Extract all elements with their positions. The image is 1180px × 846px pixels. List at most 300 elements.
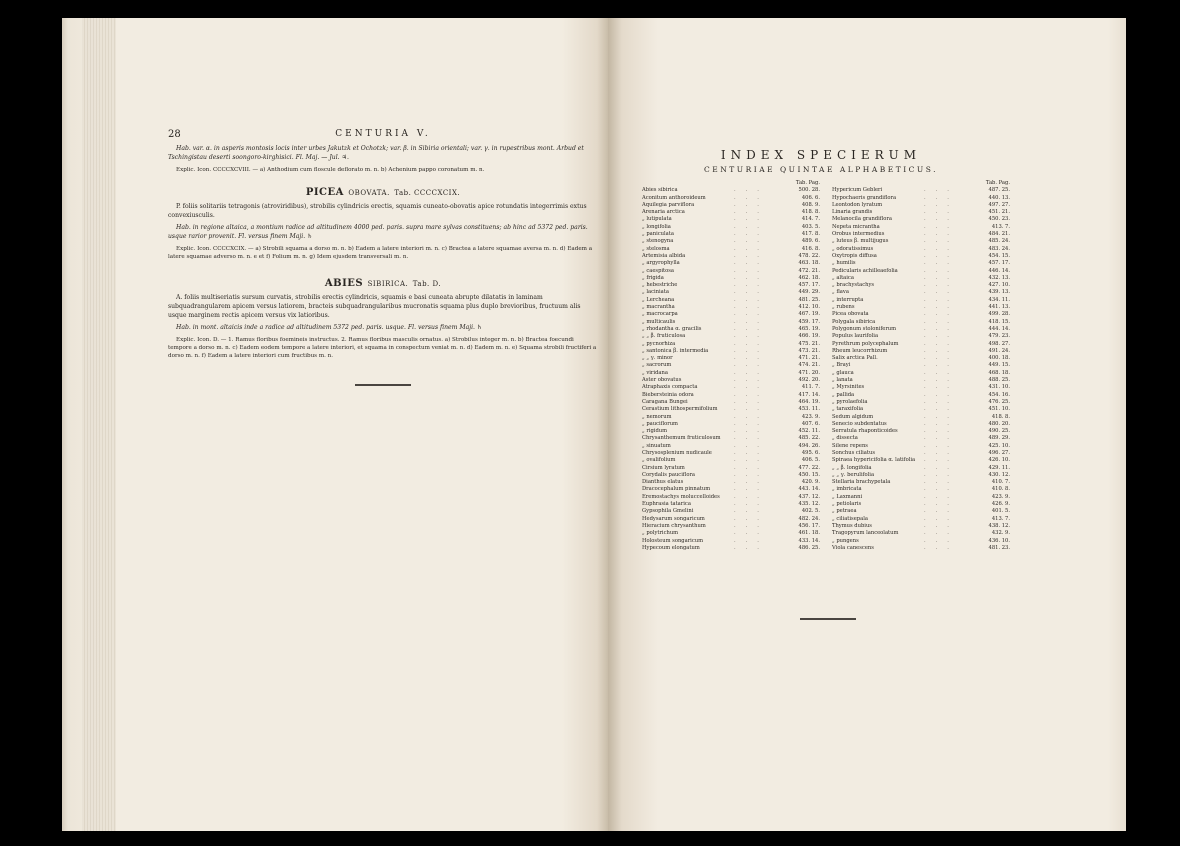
species-name: Thymus dubius [832, 522, 872, 529]
plate-and-page: 439. 13. [988, 289, 1010, 296]
plate-and-page: 417. 14. [798, 391, 820, 398]
species-diagnosis: A. foliis multiseriatis sursum curvatis, strobilis erectis cylindricis, squamis e basi cuneata abrupte dilatatis in laminam subquadrangularem apicem versus latiorem, bracteis subquadrangularibus mucronatis squama plus duplo brevioribus, fructuum alis usque marginem rectis apicem versus vix latioribus. [168, 294, 581, 319]
leader-dots: ... [924, 340, 959, 347]
plate-and-page: 489. 29. [988, 435, 1010, 442]
leader-dots: ... [734, 216, 769, 223]
index-entry [642, 304, 822, 311]
index-entry [832, 457, 1012, 464]
plate-and-page: 420. 9. [801, 479, 820, 486]
leader-dots: ... [734, 398, 769, 405]
index-entry [832, 260, 1012, 267]
leader-dots: ... [734, 464, 769, 471]
plate-and-page: 482. 24. [798, 515, 820, 522]
index-entry [832, 187, 1012, 194]
index-entry [642, 370, 822, 377]
species-name: Chrysosplenium nudicaule [642, 449, 712, 456]
leader-dots: ... [924, 442, 959, 449]
leader-dots: ... [734, 304, 769, 311]
plate-and-page: 481. 23. [988, 544, 1010, 551]
index-column-left [642, 180, 822, 552]
index-entry [642, 399, 822, 406]
index-entry [832, 209, 1012, 216]
species-name: Viola canescens [832, 544, 874, 551]
leader-dots: ... [734, 486, 769, 493]
species-name: Aquilegia parviflora [642, 201, 695, 208]
plate-and-page: 471. 20. [798, 369, 820, 376]
index-entry [832, 472, 1012, 479]
leader-dots: ... [924, 252, 959, 259]
index-entry [642, 333, 822, 340]
leader-dots: ... [924, 209, 959, 216]
species-name: Pyrethrum polycephalum [832, 340, 899, 347]
index-entry [832, 326, 1012, 333]
leader-dots: ... [924, 479, 959, 486]
plate-and-page: 491. 24. [988, 347, 1010, 354]
index-entry [832, 297, 1012, 304]
plate-and-page: 413. 7. [991, 223, 1010, 230]
leader-dots: ... [734, 435, 769, 442]
plate-and-page: 485. 22. [798, 435, 820, 442]
species-name: Sonchus ciliatus [832, 449, 875, 456]
leader-dots: ... [924, 522, 959, 529]
species-name: Silene repens [832, 442, 868, 449]
plate-and-page: 478. 22. [798, 252, 820, 259]
leader-dots: ... [924, 296, 959, 303]
leader-dots: ... [924, 457, 959, 464]
species-name: „ dissecta [832, 435, 858, 442]
plate-and-page: 436. 10. [988, 537, 1010, 544]
species-name: „ pauciflorum [642, 420, 678, 427]
species-name: „ ciliatisepala [832, 515, 868, 522]
leader-dots: ... [734, 428, 769, 435]
leader-dots: ... [734, 544, 769, 551]
leader-dots: ... [924, 384, 959, 391]
leader-dots: ... [734, 252, 769, 259]
leader-dots: ... [924, 347, 959, 354]
page-edges [82, 18, 116, 831]
species-epithet: SIBIRICA. [367, 279, 409, 288]
leader-dots: ... [924, 304, 959, 311]
plate-and-page: 446. 14. [988, 267, 1010, 274]
leader-dots: ... [924, 311, 959, 318]
leader-dots: ... [924, 471, 959, 478]
plate-and-page: 463. 18. [798, 260, 820, 267]
index-entry [832, 348, 1012, 355]
species-name: „ „ β. fruticulosa [642, 333, 686, 340]
species-name: „ sacrorum [642, 362, 672, 369]
index-entry [642, 238, 822, 245]
plate-and-page: 435. 12. [798, 501, 820, 508]
index-entry [642, 202, 822, 209]
species-name: Polygala sibirica [832, 318, 876, 325]
plate-and-page: 427. 10. [988, 282, 1010, 289]
leader-dots: ... [734, 413, 769, 420]
species-name: Hypecoum elongatum [642, 544, 700, 551]
plate-and-page: 492. 20. [798, 377, 820, 384]
leader-dots: ... [734, 201, 769, 208]
plate-and-page: 429. 11. [988, 464, 1010, 471]
plate-and-page: 414. 7. [801, 216, 820, 223]
plate-and-page: 411. 7. [801, 384, 820, 391]
species-heading-picea [168, 186, 598, 201]
index-entry [832, 516, 1012, 523]
index-entry [642, 297, 822, 304]
leader-dots: ... [924, 391, 959, 398]
index-entry [642, 282, 822, 289]
index-entry [642, 508, 822, 515]
index-entry [642, 392, 822, 399]
plate-and-page: 400. 18. [988, 355, 1010, 362]
species-name: „ stelosma [642, 245, 670, 252]
species-name: „ taraxifolia [832, 406, 864, 413]
species-name: „ Myrsinites [832, 384, 865, 391]
plate-and-page: 457. 17. [988, 260, 1010, 267]
plate-and-page: 441. 13. [988, 304, 1010, 311]
index-entry [642, 435, 822, 442]
index-entry [642, 406, 822, 413]
leader-dots: ... [734, 311, 769, 318]
species-name: Aster obovatus [642, 377, 682, 384]
leader-dots: ... [734, 355, 769, 362]
index-entry [642, 275, 822, 282]
species-name: „ rhodantha α. gracilis [642, 325, 702, 332]
plate-and-page: 453. 11. [798, 406, 820, 413]
leader-dots: ... [924, 377, 959, 384]
plate-and-page: 474. 21. [798, 362, 820, 369]
leader-dots: ... [924, 515, 959, 522]
species-name: „ polytrichum [642, 530, 679, 537]
plate-and-page: 407. 6. [801, 420, 820, 427]
index-entry [832, 414, 1012, 421]
species-epithet: OBOVATA. [348, 188, 390, 197]
plate-and-page: 423. 9. [801, 413, 820, 420]
species-name: Sedum algidum [832, 413, 874, 420]
plate-and-page: 487. 25. [988, 187, 1010, 194]
plate-and-page: 484. 21. [988, 231, 1010, 238]
running-head [168, 128, 598, 142]
plate-and-page: 486. 25. [798, 544, 820, 551]
leader-dots: ... [924, 201, 959, 208]
species-name: „ multicaulis [642, 318, 676, 325]
index-entry [832, 530, 1012, 537]
index-entry [642, 289, 822, 296]
index-entry [832, 355, 1012, 362]
leader-dots: ... [924, 406, 959, 413]
species-name: Hypericum Gebleri [832, 187, 883, 194]
leader-dots: ... [734, 369, 769, 376]
plate-and-page: 481. 25. [798, 296, 820, 303]
species-name: Caragana Bungei [642, 398, 688, 405]
plate-and-page: 410. 7. [991, 479, 1010, 486]
running-title: CENTURIA V. [335, 129, 431, 139]
species-name: Nepeta micrantha [832, 223, 880, 230]
species-name: Corydalis pauciflora [642, 471, 696, 478]
leader-dots: ... [734, 377, 769, 384]
index-entry [832, 238, 1012, 245]
index-entry [832, 216, 1012, 223]
leader-dots: ... [734, 457, 769, 464]
species-name: „ sinuatum [642, 442, 671, 449]
index-entry [832, 545, 1012, 552]
plate-and-page: 416. 8. [801, 245, 820, 252]
leader-dots: ... [734, 501, 769, 508]
species-name: Picea obovata [832, 311, 869, 318]
leader-dots: ... [924, 274, 959, 281]
leader-dots: ... [924, 449, 959, 456]
index-entry [642, 530, 822, 537]
index-entry [832, 508, 1012, 515]
species-name: Senecio subdentatus [832, 420, 887, 427]
plate-and-page: 485. 24. [988, 238, 1010, 245]
index-entry [832, 304, 1012, 311]
plate-and-page: 488. 25. [988, 377, 1010, 384]
species-name: Polygonum stoloniferum [832, 325, 897, 332]
species-name: Cirsium lyratum [642, 464, 685, 471]
leader-dots: ... [924, 289, 959, 296]
index-entry [832, 406, 1012, 413]
species-name: „ Laxmanni [832, 493, 863, 500]
species-name: Tragopyrum lanceolatum [832, 530, 899, 537]
leader-dots: ... [924, 194, 959, 201]
leader-dots: ... [734, 406, 769, 413]
plate-and-page: 475. 21. [798, 340, 820, 347]
species-name: Dianthus elatus [642, 479, 684, 486]
leader-dots: ... [924, 245, 959, 252]
index-entry [642, 384, 822, 391]
species-name: Dracocephalum pinnatum [642, 486, 711, 493]
leader-dots: ... [734, 318, 769, 325]
index-entry [642, 355, 822, 362]
plate-and-page: 410. 8. [991, 486, 1010, 493]
index-entry [642, 538, 822, 545]
leader-dots: ... [924, 493, 959, 500]
plate-and-page: 443. 14. [798, 486, 820, 493]
index-entry [642, 224, 822, 231]
index-subtitle: CENTURIAE QUINTAE ALPHABETICUS. [703, 165, 938, 174]
leader-dots: ... [734, 223, 769, 230]
index-entry [832, 333, 1012, 340]
species-name: Serratula rhaponticoides [832, 428, 898, 435]
plate-and-page: 425. 10. [988, 442, 1010, 449]
species-name: Euphrasia tatarica [642, 501, 691, 508]
species-name: Stellaria brachypetala [832, 479, 891, 486]
leader-dots: ... [924, 267, 959, 274]
plate-and-page: 434. 11. [988, 296, 1010, 303]
index-entry [832, 246, 1012, 253]
leader-dots: ... [924, 333, 959, 340]
species-name: „ pycnorhiza [642, 340, 676, 347]
plate-and-page: 461. 18. [798, 530, 820, 537]
species-habitat: Hab. in regione altaica, a montium radice ad altitudinem 4000 ped. paris. supra mare sylvas constituens; ab hinc ad 5372 ped. paris. usque rarior provenit. Fl. versus finem Maji. ♄ [168, 223, 588, 240]
index-entry [832, 479, 1012, 486]
leader-dots: ... [734, 231, 769, 238]
species-name: „ petiolaris [832, 501, 862, 508]
plate-and-page: 432. 13. [988, 274, 1010, 281]
index-entry [832, 319, 1012, 326]
index-entry [832, 275, 1012, 282]
plate-and-page: 490. 25. [988, 428, 1010, 435]
plate-and-page: 477. 22. [798, 464, 820, 471]
species-name: „ brachystachys [832, 282, 875, 289]
species-name: Populus laurifolia [832, 333, 879, 340]
leader-dots: ... [924, 508, 959, 515]
habitat-text: Hab. var. α. in asperis montosis locis inter urbes Jakutzk et Ochotzk; var. β. in Sibiria orientali; var. γ. in rupestribus mont. Arbud et Tschingistau deserti soongoro-kirghisici. Fl. Maj. — Jul. ♃. [168, 145, 584, 161]
species-name: „ „ γ. minor [642, 355, 673, 362]
species-name: „ luteus β. multijugus [832, 238, 889, 245]
leader-dots: ... [924, 187, 959, 194]
plate-number: Tab. D. [412, 279, 442, 288]
index-entry [832, 494, 1012, 501]
species-name: „ altaica [832, 274, 854, 281]
plate-and-page: 451. 21. [988, 209, 1010, 216]
species-name: „ frigida [642, 274, 664, 281]
plate-and-page: 454. 15. [988, 252, 1010, 259]
species-name: „ „ γ. berulifolia [832, 471, 875, 478]
species-name: Gypsophila Gmelini [642, 508, 694, 515]
species-name: „ odoratissimus [832, 245, 874, 252]
index-entry [832, 443, 1012, 450]
index-entry [832, 428, 1012, 435]
species-name: „ lanata [832, 377, 853, 384]
leader-dots: ... [734, 333, 769, 340]
index-entry [642, 516, 822, 523]
species-name: Orobus intermedius [832, 231, 885, 238]
leader-dots: ... [734, 522, 769, 529]
species-name: „ „ β. longifolia [832, 464, 872, 471]
plate-and-page: 468. 18. [988, 369, 1010, 376]
species-name: „ rubens [832, 304, 855, 311]
leader-dots: ... [924, 486, 959, 493]
species-name: „ laciniata [642, 289, 669, 296]
leader-dots: ... [924, 260, 959, 267]
index-entry [642, 260, 822, 267]
index-entry [642, 319, 822, 326]
plate-and-page: 480. 20. [988, 420, 1010, 427]
leader-dots: ... [924, 428, 959, 435]
index-entry [642, 362, 822, 369]
species-name: „ macrantha [642, 304, 675, 311]
species-name: „ Lercheana [642, 296, 675, 303]
leader-dots: ... [734, 209, 769, 216]
index-entry [642, 472, 822, 479]
species-name: „ viridana [642, 369, 668, 376]
plate-and-page: 444. 14. [988, 325, 1010, 332]
species-name: Cerastium lithospermifolium [642, 406, 718, 413]
species-name: „ longifolia [642, 223, 671, 230]
species-name: Arenaria arctica [642, 209, 685, 216]
plate-and-page: 498. 27. [988, 340, 1010, 347]
index-entry [642, 311, 822, 318]
plate-and-page: 495. 6. [801, 449, 820, 456]
plate-and-page: 467. 19. [798, 311, 820, 318]
plate-and-page: 440. 13. [988, 194, 1010, 201]
leader-dots: ... [734, 289, 769, 296]
index-entry [832, 435, 1012, 442]
index-entry [642, 443, 822, 450]
index-entry [832, 341, 1012, 348]
species-name: Abies sibirica [642, 187, 678, 194]
species-name: Eremostachys moluccelloides [642, 493, 720, 500]
index-entry [642, 501, 822, 508]
index-entry [832, 399, 1012, 406]
index-entry [642, 341, 822, 348]
leader-dots: ... [924, 355, 959, 362]
leader-dots: ... [734, 245, 769, 252]
plate-and-page: 418. 8. [991, 413, 1010, 420]
plate-and-page: 406. 5. [801, 457, 820, 464]
plate-explanation: Explic. Icon. D. — 1. Ramus floribus foemineis instructus. 2. Ramus floribus masculis ornatus. a) Strobilus integer m. n. b) Bractea foecundi tempore a dorso m. n. c) Eadem eodem tempore a latere interiori, et squama in conspectum veniat m. n. d) Eadem m. n. e) Squama strobili fructiferi a dorso m. n. f) Eadem a latere interiori cum fructibus m. n. [168, 336, 597, 359]
species-name: Rheum leucorrhizum [832, 347, 888, 354]
species-name: „ lutipulata [642, 216, 672, 223]
index-entry [832, 377, 1012, 384]
column-header: Tab. Pag. [985, 180, 1010, 186]
plate-and-page: 476. 25. [988, 398, 1010, 405]
species-name: Atraphaxis compacta [642, 384, 698, 391]
left-page-content [168, 128, 598, 386]
species-name: Aconitum anthoroideum [642, 194, 706, 201]
species-name: Hypochaeris grandiflora [832, 194, 897, 201]
species-name: „ rigidum [642, 428, 668, 435]
leader-dots: ... [924, 231, 959, 238]
index-page-content [640, 148, 1010, 551]
leader-dots: ... [924, 435, 959, 442]
index-entry [642, 486, 822, 493]
plate-and-page: 449. 29. [798, 289, 820, 296]
index-entry [642, 414, 822, 421]
leader-dots: ... [734, 515, 769, 522]
leader-dots: ... [924, 238, 959, 245]
plate-and-page: 451. 10. [988, 406, 1010, 413]
leader-dots: ... [734, 449, 769, 456]
index-entry [832, 523, 1012, 530]
plate-and-page: 465. 19. [798, 325, 820, 332]
plate-and-page: 464. 19. [798, 398, 820, 405]
plate-and-page: 412. 10. [798, 304, 820, 311]
index-entry [642, 268, 822, 275]
index-entry [642, 253, 822, 260]
index-list-left [642, 187, 822, 552]
index-entry [832, 224, 1012, 231]
leader-dots: ... [734, 267, 769, 274]
species-name: Hieracium chrysanthum [642, 522, 706, 529]
species-name: Linaria grandis [832, 209, 873, 216]
plate-explanation: Explic. Icon. CCCCXCIX. — a) Strobili squama a dorso m. n. b) Eadem a latere interiori m. n. c) Bractea a latere squamae aversa m. n. d) Eadem a latere squamae adverso m. n. e et f) Folium m. n. g) Idem ejusdem transversali m. n. [168, 245, 593, 260]
index-entry [642, 231, 822, 238]
index-entry [642, 545, 822, 552]
species-name: Salix arctica Pall. [832, 355, 878, 362]
index-entry [642, 216, 822, 223]
leader-dots: ... [924, 530, 959, 537]
index-entry [832, 465, 1012, 472]
species-name: „ interrupta [832, 296, 864, 303]
plate-and-page: 433. 14. [798, 537, 820, 544]
index-entry [832, 501, 1012, 508]
index-entry [832, 231, 1012, 238]
index-entry [642, 494, 822, 501]
index-end-rule [800, 618, 856, 620]
plate-and-page: 457. 17. [798, 282, 820, 289]
species-name: „ Brayi [832, 362, 851, 369]
leader-dots: ... [734, 238, 769, 245]
index-entry [642, 377, 822, 384]
species-name: „ stenogyna [642, 238, 674, 245]
plate-and-page: 418. 15. [988, 318, 1010, 325]
leader-dots: ... [734, 508, 769, 515]
plate-and-page: 494. 26. [798, 442, 820, 449]
leader-dots: ... [924, 325, 959, 332]
leader-dots: ... [734, 325, 769, 332]
leader-dots: ... [734, 530, 769, 537]
